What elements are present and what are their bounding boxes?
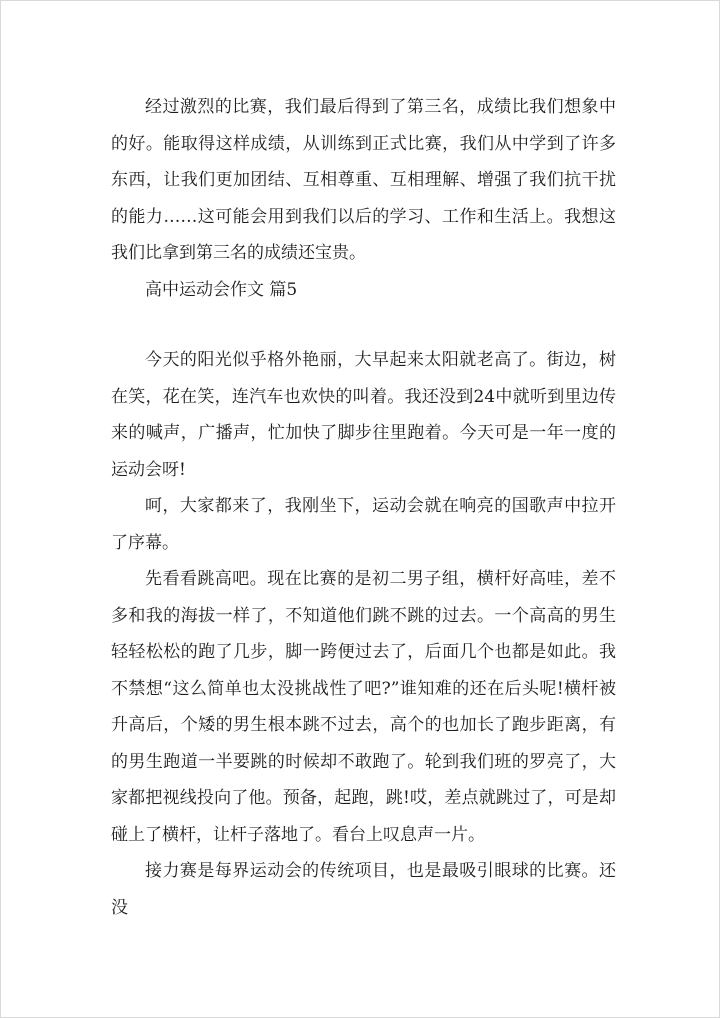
paragraph-opening: 呵，大家都来了，我刚坐下，运动会就在响亮的国歌声中拉开了序幕。 [111, 496, 616, 553]
paragraph-high-jump: 先看看跳高吧。现在比赛的是初二男子组，横杆好高哇，差不多和我的海拔一样了，不知道他们跳不跳的过去。一个高高的男生轻轻松松的跑了几步，脚一跨便过去了，后面几个也都是如此。我不禁想“这么简单也太没挑战性了吧?”谁知难的还在后头呢!横杆被升高后，个矮的男生根本跳不过去，高个的也加长了跑步距离，有的男生跑道一半要跳的时候却不敢跑了。轮到我们班的罗亮了，大家都把视线投向了他。预备，起跑，跳!哎，差点就跳过了，可是却碰上了横杆，让杆子落地了。看台上叹息声一片。 [111, 569, 616, 845]
paragraph-relay: 接力赛是每界运动会的传统项目，也是最吸引眼球的比赛。还没 [111, 861, 616, 918]
document-body [111, 89, 616, 926]
section-heading: 高中运动会作文 篇5 [145, 279, 298, 300]
paragraph-result: 经过激烈的比赛，我们最后得到了第三名，成绩比我们想象中的好。能取得这样成绩，从训练到正式比赛，我们从中学到了许多东西，让我们更加团结、互相尊重、互相理解、增强了我们抗干扰的能力……这可能会用到我们以后的学习、工作和生活上。我想这我们比拿到第三名的成绩还宝贵。 [111, 97, 616, 263]
paragraph-intro: 今天的阳光似乎格外艳丽，大早起来太阳就老高了。街边，树在笑，花在笑，连汽车也欢快的叫着。我还没到24中就听到里边传来的喊声，广播声，忙加快了脚步往里跑着。今天可是一年一度的运动会呀! [111, 350, 616, 480]
